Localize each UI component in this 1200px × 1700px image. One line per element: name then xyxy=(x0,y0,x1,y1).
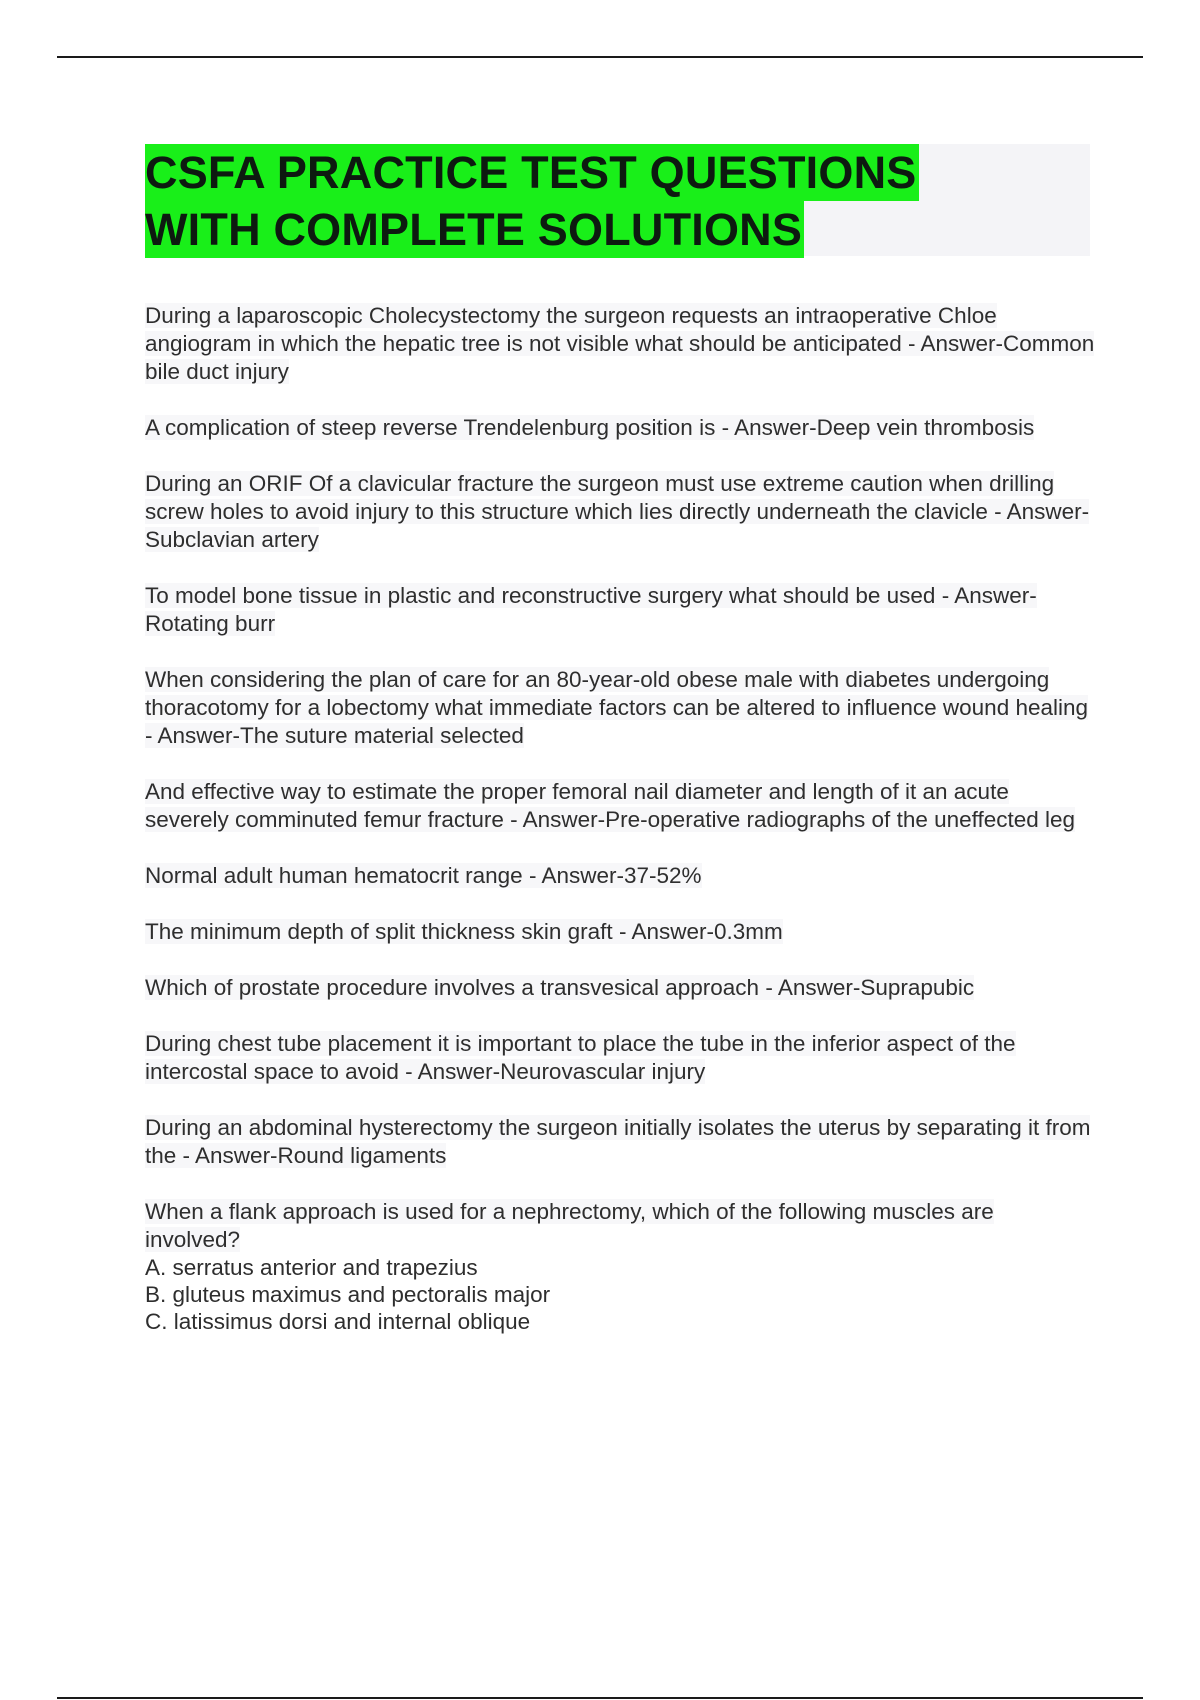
qa-item xyxy=(145,918,1095,946)
qa-item xyxy=(145,582,1095,638)
bottom-rule xyxy=(57,1697,1143,1699)
qa-item xyxy=(145,1114,1095,1170)
answer-options xyxy=(145,1254,1095,1335)
title-block xyxy=(145,144,1090,256)
qa-text: During chest tube placement it is important to place the tube in the inferior aspect of the intercostal space to avoid - Answer-Neurovascular injury xyxy=(145,1031,1016,1084)
qa-text: Normal adult human hematocrit range - Answer-37-52% xyxy=(145,863,702,888)
qa-item xyxy=(145,778,1095,834)
title-line-1: CSFA PRACTICE TEST QUESTIONS xyxy=(145,144,919,201)
qa-item xyxy=(145,302,1095,386)
top-rule xyxy=(57,56,1143,58)
option-c: C. latissimus dorsi and internal oblique xyxy=(145,1309,531,1334)
qa-text: A complication of steep reverse Trendelenburg position is - Answer-Deep vein thrombosis xyxy=(145,415,1035,440)
option-b: B. gluteus maximus and pectoralis major xyxy=(145,1282,551,1307)
qa-text: When considering the plan of care for an 80-year-old obese male with diabetes undergoing thoracotomy for a lobectomy what immediate factors can be altered to influence wound healing - Answer-The suture material selected xyxy=(145,667,1089,748)
page-title xyxy=(145,144,1090,258)
qa-text: The minimum depth of split thickness skin graft - Answer-0.3mm xyxy=(145,919,783,944)
qa-item xyxy=(145,1030,1095,1086)
qa-item-multiple-choice xyxy=(145,1198,1095,1335)
qa-item xyxy=(145,862,1095,890)
qa-item xyxy=(145,470,1095,554)
qa-text: Which of prostate procedure involves a transvesical approach - Answer-Suprapubic xyxy=(145,975,975,1000)
qa-text: During an ORIF Of a clavicular fracture the surgeon must use extreme caution when drilling screw holes to avoid injury to this structure which lies directly underneath the clavicle - Answer-Subclavian artery xyxy=(145,471,1090,552)
qa-list xyxy=(145,302,1095,1363)
qa-text: And effective way to estimate the proper femoral nail diameter and length of it an acute severely comminuted femur fracture - Answer-Pre-operative radiographs of the uneffected leg xyxy=(145,779,1076,832)
qa-text: During an abdominal hysterectomy the surgeon initially isolates the uterus by separating it from the - Answer-Round ligaments xyxy=(145,1115,1091,1168)
qa-item xyxy=(145,414,1095,442)
question-text: When a flank approach is used for a nephrectomy, which of the following muscles are involved? xyxy=(145,1199,994,1252)
qa-text: During a laparoscopic Cholecystectomy the surgeon requests an intraoperative Chloe angiogram in which the hepatic tree is not visible what should be anticipated - Answer-Common bile duct injury xyxy=(145,303,1095,384)
qa-item xyxy=(145,974,1095,1002)
qa-text: To model bone tissue in plastic and reconstructive surgery what should be used - Answer-Rotating burr xyxy=(145,583,1037,636)
title-line-2: WITH COMPLETE SOLUTIONS xyxy=(145,201,804,258)
option-a: A. serratus anterior and trapezius xyxy=(145,1255,478,1280)
qa-item xyxy=(145,666,1095,750)
